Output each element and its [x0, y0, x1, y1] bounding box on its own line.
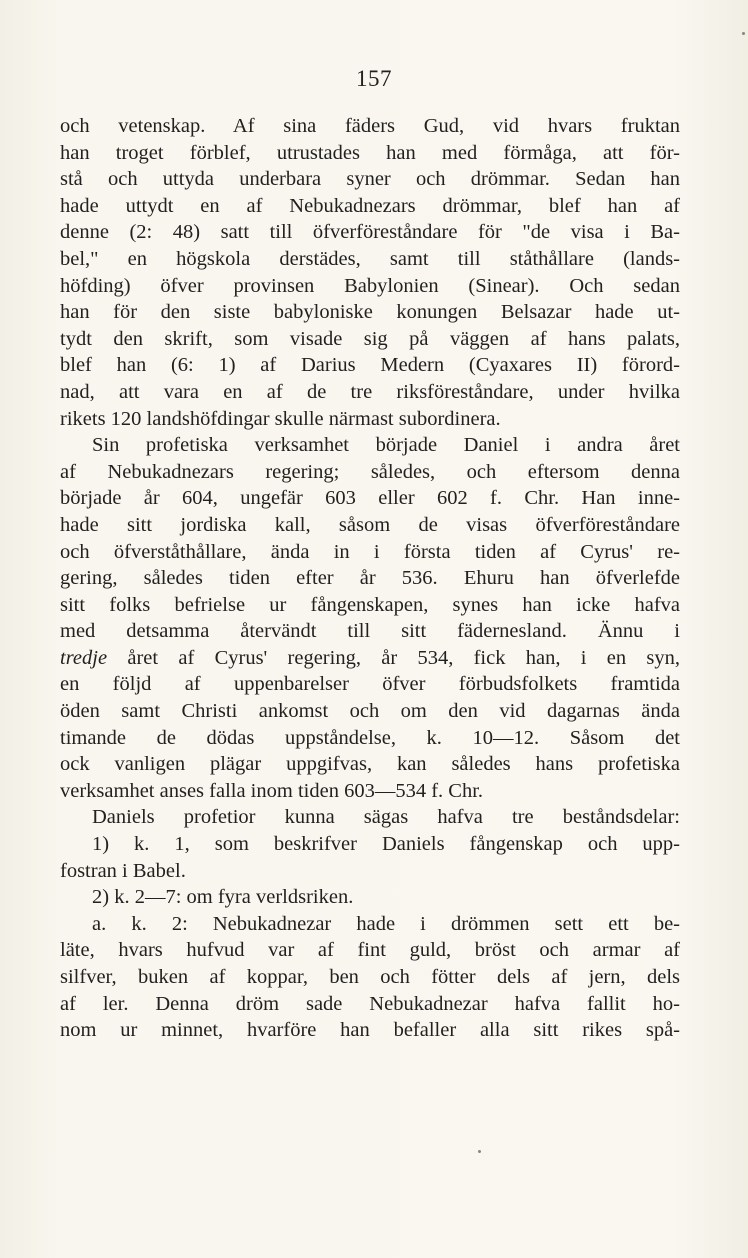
paper-speck	[742, 32, 745, 35]
page-number: 157	[356, 66, 392, 91]
body-text	[60, 113, 680, 1044]
text-line: verksamhet anses falla inom tiden 603—534 f. Chr.	[60, 779, 484, 802]
text-line: Sin profetiska verksamhet började Daniel i andra året	[92, 434, 680, 457]
text-line: timande de dödas uppståndelse, k. 10—12. Såsom det	[60, 726, 680, 749]
text-line: af Nebukadnezars regering; således, och eftersom denna	[60, 460, 680, 483]
text-line: fostran i Babel.	[60, 859, 186, 882]
text-line: ock vanligen plägar uppgifvas, kan således hans profetiska	[60, 753, 680, 776]
text-line: stå och uttyda underbara syner och drömmar. Sedan han	[60, 168, 680, 191]
text-line: och vetenskap. Af sina fäders Gud, vid hvars fruktan	[60, 115, 680, 137]
paper-speck	[478, 1150, 481, 1153]
text-line: började år 604, ungefär 603 eller 602 f. Chr. Han inne-	[60, 487, 680, 510]
text-line: blef han (6: 1) af Darius Medern (Cyaxares II) förord-	[60, 354, 680, 377]
text-line: silfver, buken af koppar, ben och fötter dels af jern, dels	[60, 966, 680, 988]
text-line: af ler. Denna dröm sade Nebukadnezar hafva fallit ho-	[60, 992, 680, 1015]
text-line: höfding) öfver provinsen Babylonien (Sinear). Och sedan	[60, 274, 680, 297]
text-line: hade sitt jordiska kall, såsom de visas öfverföreståndare	[60, 513, 680, 536]
text-line: läte, hvars hufvud var af fint guld, bröst och armar af	[60, 939, 680, 962]
text-line: med detsamma återvändt till sitt fädernesland. Ännu i	[60, 620, 680, 643]
text-line: 2) k. 2—7: om fyra verldsriken.	[92, 886, 354, 909]
text-line: Daniels profetior kunna sägas hafva tre beståndsdelar:	[92, 806, 680, 829]
text-line: en följd af uppenbarelser öfver förbudsfolkets framtida	[60, 673, 680, 696]
text-line: nad, att vara en af de tre riksföreståndare, under hvilka	[60, 380, 680, 403]
text-line: hade uttydt en af Nebukadnezars drömmar, blef han af	[60, 194, 680, 217]
text-line: gering, således tiden efter år 536. Ehuru han öfverlefde	[60, 567, 680, 590]
text-line: denne (2: 48) satt till öfverföreståndare för "de visa i Ba-	[60, 221, 680, 244]
text-line: och öfverståthållare, ända in i första tiden af Cyrus' re-	[60, 540, 680, 563]
text-line: tydt den skrift, som visade sig på väggen af hans palats,	[60, 327, 680, 350]
emphasized-word: tredje	[60, 646, 108, 669]
text-line: 1) k. 1, som beskrifver Daniels fångenskap och upp-	[92, 833, 680, 856]
text-line: a. k. 2: Nebukadnezar hade i drömmen sett ett be-	[92, 912, 680, 935]
text-line: han troget förblef, utrustades han med förmåga, att för-	[60, 141, 680, 164]
text-line: bel," en högskola derstädes, samt till ståthållare (lands-	[60, 247, 680, 270]
text-line: sitt folks befrielse ur fångenskapen, synes han icke hafva	[60, 593, 680, 616]
text-line: rikets 120 landshöfdingar skulle närmast subordinera.	[60, 407, 501, 430]
text-line: öden samt Christi ankomst och om den vid dagarnas ända	[60, 700, 680, 723]
text-line: han för den siste babyloniske konungen Belsazar hade ut-	[60, 301, 680, 324]
text-line: tredje året af Cyrus' regering, år 534, fick han, i en syn,	[60, 646, 680, 669]
text-line: nom ur minnet, hvarföre han befaller alla sitt rikes spå-	[60, 1019, 680, 1042]
